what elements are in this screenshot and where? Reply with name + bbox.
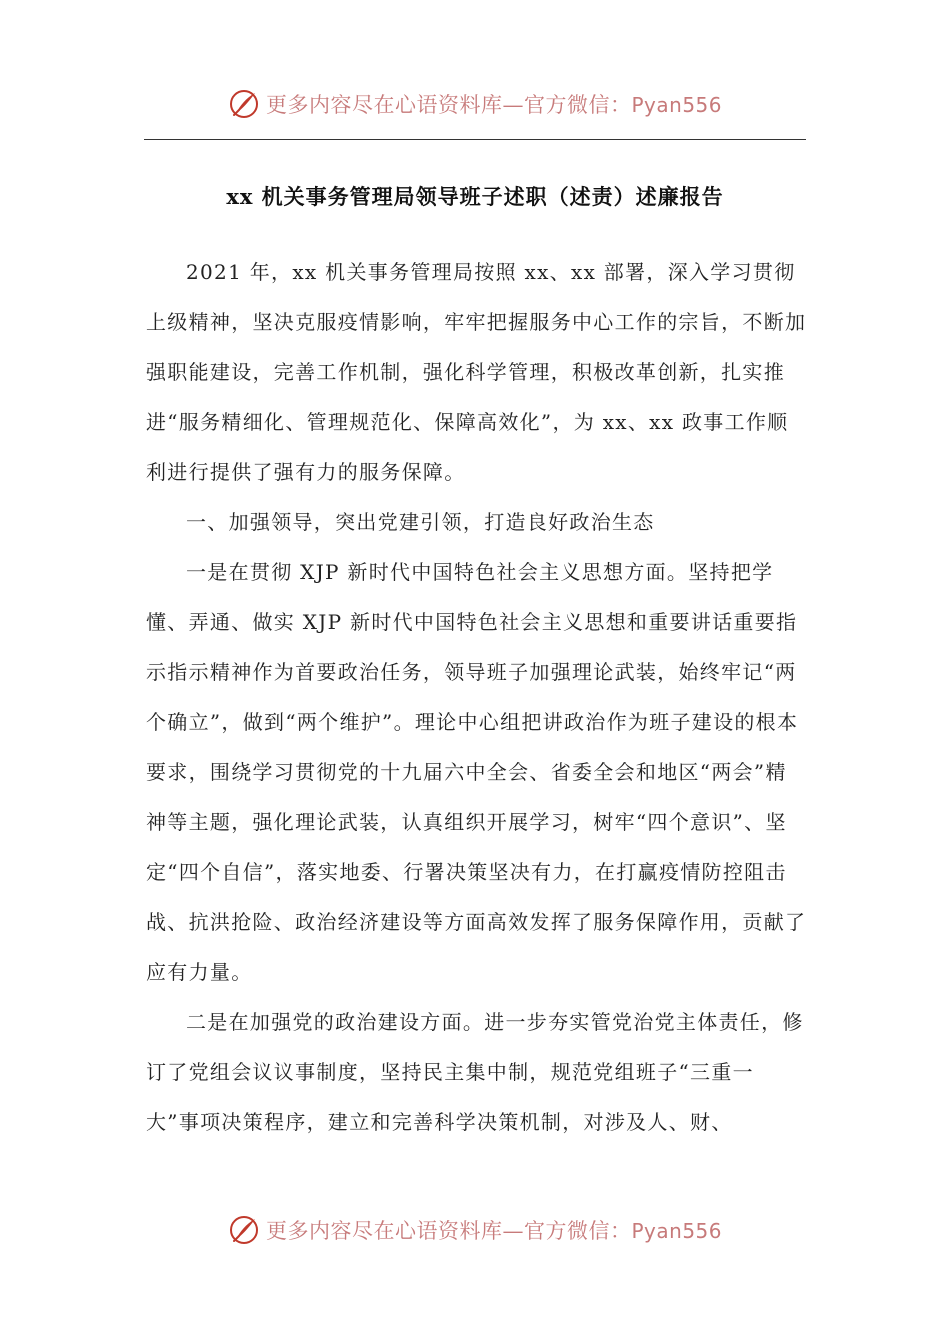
document-body: [146, 247, 808, 1147]
quill-logo-icon: [228, 1214, 260, 1246]
paragraph-point-2: 二是在加强党的政治建设方面。进一步夯实管党治党主体责任，修订了党组会议议事制度，坚持民主集中制，规范党组班子“三重一大”事项决策程序，建立和完善科学决策机制，对涉及人、财、: [146, 1010, 804, 1134]
wechat-id: Pyan556: [631, 1219, 722, 1243]
header-banner-text: 更多内容尽在心语资料库—官方微信：Pyan556: [265, 93, 722, 117]
section-heading-1: 一、加强领导，突出党建引领，打造良好政治生态: [186, 510, 655, 534]
document-title: xx 机关事务管理局领导班子述职（述责）述廉报告: [226, 184, 724, 209]
paragraph-intro: 2021 年，xx 机关事务管理局按照 xx、xx 部署，深入学习贯彻上级精神，坚决克服疫情影响，牢牢把握服务中心工作的宗旨，不断加强职能建设，完善工作机制，强化科学管理，积极改革创新，扎实推进“服务精细化、管理规范化、保障高效化”，为 xx、xx 政事工作顺利进行提供了强有力的服务保障。: [146, 260, 807, 484]
wechat-id: Pyan556: [631, 93, 722, 117]
footer-banner-text: 更多内容尽在心语资料库—官方微信：Pyan556: [265, 1219, 722, 1243]
quill-logo-icon: [228, 88, 260, 120]
footer-banner: [0, 1210, 950, 1250]
header-divider: [144, 139, 806, 140]
header-banner: [0, 84, 950, 124]
paragraph-point-1: 一是在贯彻 XJP 新时代中国特色社会主义思想方面。坚持把学懂、弄通、做实 XJP 新时代中国特色社会主义思想和重要讲话重要指示指示精神作为首要政治任务，领导班子加强理论武装，始终牢记“两个确立”，做到“两个维护”。理论中心组把讲政治作为班子建设的根本要求，围绕学习贯彻党的十九届六中全会、省委全会和地区“两会”精神等主题，强化理论武装，认真组织开展学习，树牢“四个意识”、坚定“四个自信”，落实地委、行署决策坚决有力，在打赢疫情防控阻击战、抗洪抢险、政治经济建设等方面高效发挥了服务保障作用，贡献了应有力量。: [146, 560, 807, 984]
